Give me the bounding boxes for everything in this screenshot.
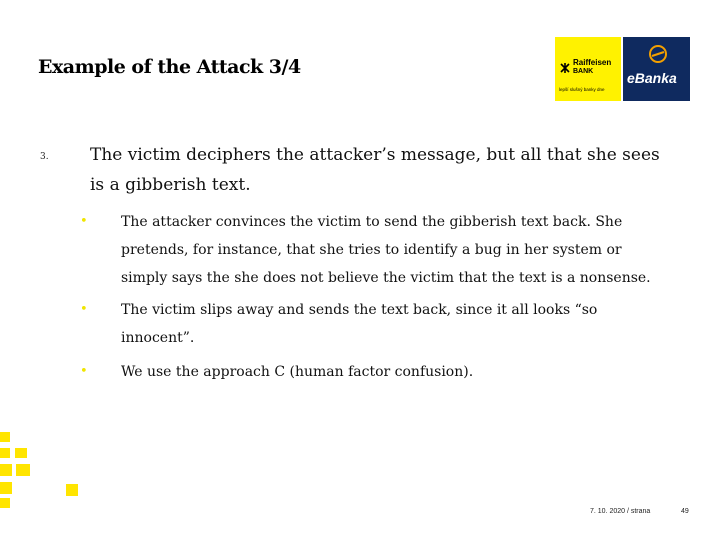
raiffeisen-bank-text: BANK — [573, 68, 594, 75]
list-item — [80, 296, 660, 352]
deco-square — [0, 464, 12, 476]
ebanka-logo — [623, 37, 690, 101]
ebanka-emblem-icon — [648, 44, 668, 64]
bank-logos — [555, 37, 690, 101]
raiffeisen-logo — [555, 37, 621, 101]
decorative-squares — [0, 432, 80, 522]
item-number: 3. — [40, 152, 49, 162]
deco-square — [15, 448, 27, 458]
deco-square — [0, 448, 10, 458]
raiffeisen-name: Raiffeisen — [573, 58, 612, 67]
deco-square — [16, 464, 30, 476]
deco-square — [0, 482, 12, 494]
deco-square — [66, 484, 78, 496]
list-item — [80, 208, 660, 292]
raiffeisen-cross-icon — [560, 63, 570, 73]
bullet-icon: • — [80, 302, 88, 317]
deco-square — [0, 498, 10, 508]
bullet-text: The victim slips away and sends the text back, since it all looks “so innocent”. — [121, 302, 598, 346]
ebanka-wordmark: eBanka — [627, 70, 677, 86]
bullet-text: The attacker convinces the victim to send the gibberish text back. She pretends, for instance, that she tries to identify a bug in her system or simply says the she does not believe the victim that the text is a nonsense. — [121, 214, 651, 286]
footer-date: 7. 10. 2020 / strana — [590, 508, 651, 515]
bullet-icon: • — [80, 364, 88, 379]
main-point: The victim deciphers the attacker’s message, but all that she sees is a gibberish text. — [90, 145, 660, 195]
deco-square — [0, 432, 10, 442]
raiffeisen-tagline: lepší slušný banky dne — [559, 87, 605, 92]
list-item — [80, 358, 660, 386]
bullet-list — [80, 208, 660, 386]
page-number: 49 — [681, 508, 689, 515]
slide-title: Example of the Attack 3/4 — [38, 56, 301, 78]
bullet-icon: • — [80, 214, 88, 229]
bullet-text: We use the approach C (human factor confusion). — [121, 364, 474, 380]
